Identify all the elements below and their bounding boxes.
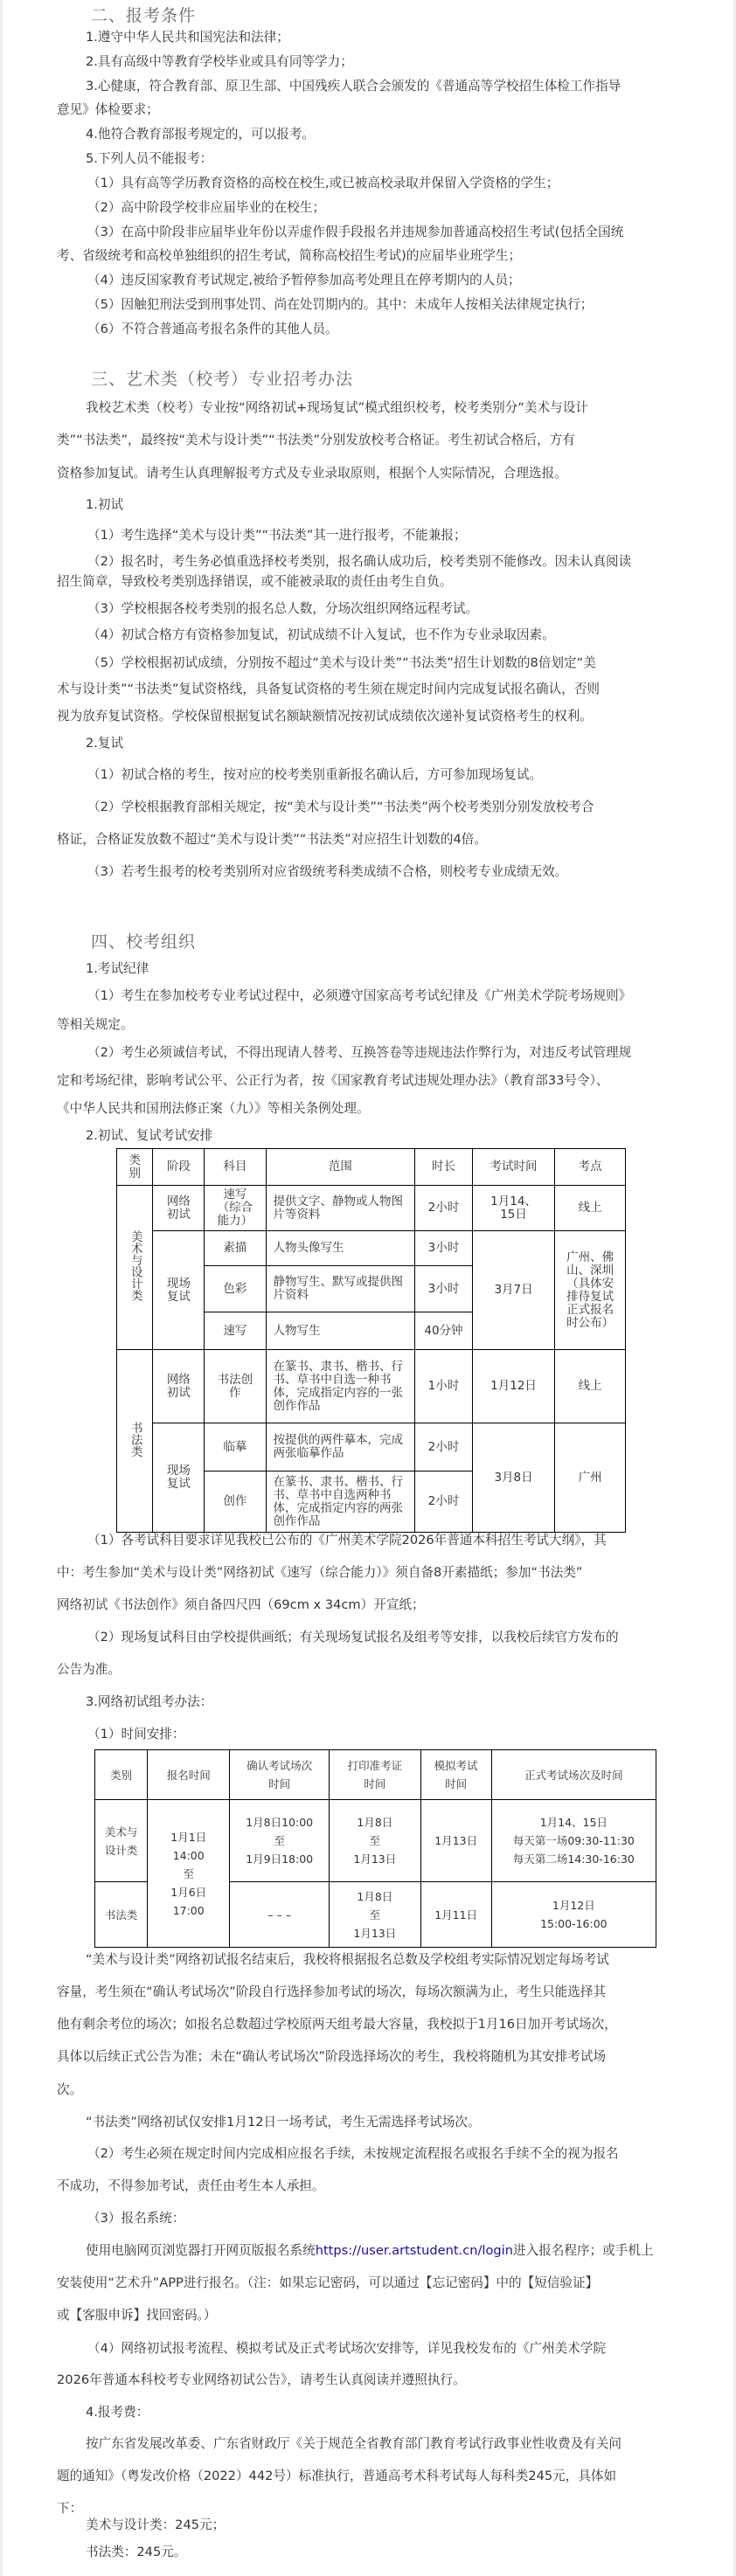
site-cell: 线上 [555,1186,626,1231]
column-header: 报名时间 [148,1750,230,1800]
duration-cell: 40分钟 [415,1312,473,1350]
site-cell: 线上 [555,1350,626,1423]
section-heading-organization: 四、校考组织 [91,932,197,952]
schedule-note: （1）各考试科目要求详见我校已公布的《广州美术学院2026年普通本科招生考试大纲》，其 [87,1533,607,1548]
subheading-retest: 2.复试 [86,736,124,751]
formal-exam-cell: 1月14、15日 每天第一场09:30-11:30 每天第二场14:30-16:30 [491,1800,656,1882]
requirement-item: 5.下列人员不能报考： [86,151,213,166]
retest-item: （2）学校根据教育部相关规定，按“美术与设计类”“书法类”两个校考类别分别发放校考合 [87,800,594,814]
exclusion-item: （5）因触犯刑法受到刑事处罚、尚在处罚期内的。其中：未成年人按相关法律规定执行； [87,297,594,312]
mock-exam-cell: 1月11日 [420,1882,491,1948]
fee-description-cont: 题的通知》（粤发改价格（2022）442号）标准执行，普通高考术科考试每人每科类245元，具体如 [57,2469,617,2483]
exam-time-cell: 1月12日 [472,1350,555,1423]
online-exam-notice-line: （4）网络初试报考流程、模拟考试及正式考试场次安排等，详见我校发布的《广州美术学院 [87,2341,607,2356]
stage-cell: 网络初试 [153,1350,205,1423]
retest-item-cont: 格证，合格证发放数不超过“美术与设计类”“书法类”对应招生计划数的4倍。 [57,832,487,847]
formal-exam-cell: 1月12日 15:00-16:00 [491,1882,656,1948]
table-row [117,1423,626,1472]
duration-cell: 3小时 [415,1266,473,1312]
exam-time-cell: 3月7日 [472,1231,555,1350]
column-header: 科目 [205,1149,266,1186]
exclusion-item-cont: 考、省级统考和高校单独组织的招生考试，简称高校招生考试)的应届毕业班学生； [57,248,522,263]
section-heading-requirements: 二、报考条件 [91,6,197,25]
mock-exam-cell: 1月13日 [420,1800,491,1882]
method-intro-line: 资格参加复试。请考生认真理解报考方式及专业录取原则，根据个人实际情况，合理选报。 [57,466,567,481]
column-header: 范围 [266,1149,415,1186]
exclusion-item: （4）违反国家教育考试规定,被给予暂停参加高考处理且在停考期内的人员； [87,273,521,287]
exclusion-item: （1）具有高等学历教育资格的高校在校生,或已被高校录取并保留入学资格的学生； [87,176,559,190]
preliminary-item-cont: 视为放弃复试资格。学校保留根据复试名额缺额情况按初试成绩依次递补复试资格考生的权利。 [57,709,593,724]
scope-cell: 人物头像写生 [266,1231,415,1266]
scope-cell: 人物写生 [266,1312,415,1350]
table-row [117,1186,626,1231]
site-cell: 广州 [555,1423,626,1533]
exclusion-item: （6）不符合普通高考报名条件的其他人员。 [87,322,338,336]
category-cell-calligraphy: 书法类 [117,1350,153,1533]
registration-system-line-cont: 或【客服申诉】找回密码。） [57,2308,217,2323]
schedule-note-cont: 中：考生参加“美术与设计类”网络初试《速写（综合能力）》须自备8开素描纸；参加“书法类” [57,1565,583,1580]
subject-cell: 速写 [205,1312,266,1350]
after-table-line: “美术与设计类”网络初试报名结束后，我校将根据报名总数及学校组考实际情况划定每场考试 [86,1952,609,1967]
page-left-border [0,0,3,2576]
preliminary-item: （4）初试合格方有资格参加复试，初试成绩不计入复试，也不作为专业录取因素。 [87,627,555,642]
discipline-item: （1）考生在参加校考专业考试过程中，必须遵守国家高考考试纪律及《广州美术学院考场规则》 [87,988,632,1003]
fee-item-calligraphy: 书法类：245元。 [86,2545,187,2559]
duration-cell: 2小时 [415,1423,473,1472]
table-header-row [117,1149,626,1186]
table-header-row [95,1750,656,1800]
method-intro-line: 我校艺术类（校考）专业按“网络初试+现场复试”模式组织校考，校考类别分“美术与设计 [86,400,588,415]
scope-cell: 按提供的两件摹本，完成两张临摹作品 [266,1423,415,1472]
fee-item-art: 美术与设计类：245元； [86,2517,226,2532]
subject-cell: 临摹 [205,1423,266,1472]
stage-cell: 网络初试 [153,1186,205,1231]
after-table-line: 他有剩余考位的场次；如报名总数超过学校原两天组考最大容量，我校拟于1月16日加开考试场次， [57,2017,617,2032]
category-cell-art: 美术与设计类 [117,1186,153,1350]
retest-item: （1）初试合格的考生，按对应的校考类别重新报名确认后，方可参加现场复试。 [87,767,543,782]
method-intro-line: 类”“书法类”，最终按“美术与设计类”“书法类”分别发放校考合格证。考生初试合格后，方有 [57,433,575,447]
requirement-item: 4.他符合教育部报考规定的，可以报考。 [86,127,316,142]
column-header: 考点 [555,1149,626,1186]
table-row [95,1800,656,1882]
exam-schedule-table [116,1148,626,1533]
preliminary-item: （1）考生选择“美术与设计类”“书法类”其一进行报考，不能兼报； [87,528,467,543]
subheading-preliminary: 1.初试 [86,497,124,512]
table-row [117,1350,626,1423]
exclusion-item: （3）在高中阶段非应届毕业年份以弄虚作假手段报名并违规参加普通高校招生考试(包括全国统 [87,225,624,239]
print-ticket-cell: 1月8日 至 1月13日 [330,1882,421,1948]
subject-cell: 素描 [205,1231,266,1266]
subject-cell: 创作 [205,1472,266,1533]
column-header: 阶段 [153,1149,205,1186]
duration-cell: 3小时 [415,1231,473,1266]
calligraphy-session-note: “书法类”网络初试仅安排1月12日一场考试，考生无需选择考试场次。 [86,2115,481,2129]
confirm-session-cell: – – – [230,1882,330,1948]
subheading-fee: 4.报考费： [86,2405,149,2420]
section-heading-method: 三、艺术类（校考）专业招考办法 [91,370,354,389]
site-cell: 广州、佛山、深圳（具体安排待复试正式报名时公布） [555,1231,626,1350]
subject-cell: 书法创作 [205,1350,266,1423]
discipline-item-cont: 等相关规定。 [57,1017,134,1032]
subheading-discipline: 1.考试纪律 [86,961,149,976]
registration-rule: （2）考生必须在规定时间内完成相应报名手续，未按规定流程报名或报名手续不全的视为报名 [87,2146,619,2161]
exam-time-cell: 1月14、15日 [472,1186,555,1231]
stage-cell: 现场复试 [153,1423,205,1533]
column-header: 考试时间 [472,1149,555,1186]
fee-description-cont: 下： [57,2501,83,2516]
subheading-online-exam: 3.网络初试组考办法： [86,1694,213,1709]
category-cell: 书法类 [95,1882,148,1948]
category-cell: 美术与 设计类 [95,1800,148,1882]
registration-time-cell: 1月1日 14:00 至 1月6日 17:00 [148,1800,230,1948]
table-row [117,1231,626,1266]
after-table-line: 具体以后续正式公告为准；未在“确认考试场次”阶段选择场次的考生，我校将随机为其安排考试场 [57,2049,607,2064]
duration-cell: 2小时 [415,1186,473,1231]
scope-cell: 提供文字、静物或人物图片等资料 [266,1186,415,1231]
column-header: 打印准考证时间 [330,1750,421,1800]
schedule-note-cont: 网络初试《书法创作》须自备四尺四（69cm x 34cm）开宣纸； [57,1597,425,1612]
confirm-session-cell: 1月8日10:00 至 1月9日18:00 [230,1800,330,1882]
discipline-item-cont: 定和考场纪律，影响考试公平、公正行为者，按《国家教育考试违规处理办法》（教育部33号令）、 [57,1073,609,1088]
preliminary-item-cont: 招生简章，导致校考类别选择错误，或不能被录取的责任由考生自负。 [57,574,453,589]
column-header: 模拟考试时间 [420,1750,491,1800]
column-header: 类别 [95,1750,148,1800]
registration-rule-cont: 不成功，不得参加考试，责任由考生本人承担。 [57,2178,325,2193]
exam-time-cell: 3月8日 [472,1423,555,1533]
preliminary-item: （3）学校根据各校考类别的报名总人数，分场次组织网络远程考试。 [87,601,479,616]
preliminary-item: （5）学校根据初试成绩，分别按不超过“美术与设计类”“书法类”招生计划数的8倍划定“美 [87,655,596,670]
retest-item: （3）若考生报考的校考类别所对应省级统考科类成绩不合格，则校考专业成绩无效。 [87,864,568,879]
requirement-item-cont: 意见》体检要求； [57,102,159,117]
online-exam-notice-line: 2026年普通本科校考专业网络初试公告》，请考生认真阅读并遵照执行。 [57,2372,466,2387]
stage-cell: 现场复试 [153,1231,205,1350]
column-header: 类别 [117,1149,153,1186]
column-header: 确认考试场次时间 [230,1750,330,1800]
requirement-item: 3.心健康，符合教育部、原卫生部、中国残疾人联合会颁发的《普通高等学校招生体检工作指导 [86,79,621,93]
schedule-note: （2）现场复试科目由学校提供画纸；有关现场复试报名及组考等安排，以我校后续官方发布的 [87,1630,619,1645]
registration-system-line-cont: 安装使用“艺术升”APP进行报名。（注：如果忘记密码，可以通过【忘记密码】中的【短信验证】 [57,2275,599,2290]
subject-cell: 速写（综合能力） [205,1186,266,1231]
fee-description: 按广东省发展改革委、广东省财政厅《关于规范全省教育部门教育考试行政事业性收费及有关问 [86,2436,621,2451]
subheading-exam-schedule: 2.初试、复试考试安排 [86,1128,213,1143]
duration-cell: 2小时 [415,1472,473,1533]
scope-cell: 在篆书、隶书、楷书、行书、草书中自选两种书体，完成指定内容的两张创作作品 [266,1472,415,1533]
preliminary-item: （2）报名时，考生务必慎重选择校考类别，报名确认成功后，校考类别不能修改。因未认真阅读 [87,554,632,569]
column-header: 正式考试场次及时间 [491,1750,656,1800]
time-arrangement-label: （1）时间安排： [87,1727,185,1742]
requirement-item: 1.遵守中华人民共和国宪法和法律； [86,30,289,45]
schedule-note-cont: 公告为准。 [57,1662,121,1677]
online-exam-timetable [94,1749,656,1948]
duration-cell: 1小时 [415,1350,473,1423]
scope-cell: 在篆书、隶书、楷书、行书、草书中自选一种书体，完成指定内容的一张创作作品 [266,1350,415,1423]
discipline-item: （2）考生必须诚信考试，不得出现请人替考、互换答卷等违规违法作弊行为，对违反考试管理规 [87,1045,632,1060]
registration-system-line: 使用电脑网页浏览器打开网页版报名系统https://user.artstudent.cn/login进入报名程序；或手机上 [86,2243,654,2258]
registration-system-label: （3）报名系统： [87,2211,185,2226]
preliminary-item-cont: 术与设计类”“书法类”复试资格线，具备复试资格的考生须在规定时间内完成复试报名确认，否则 [57,682,601,696]
scope-cell: 静物写生、默写或提供图片资料 [266,1266,415,1312]
subject-cell: 色彩 [205,1266,266,1312]
column-header: 时长 [415,1149,473,1186]
after-table-line: 容量，考生须在“确认考试场次”阶段自行选择参加考试的场次，每场次额满为止，考生只能选择其 [57,1984,607,1999]
print-ticket-cell: 1月8日 至 1月13日 [330,1800,421,1882]
requirement-item: 2.具有高级中等教育学校毕业或具有同等学力； [86,54,353,69]
after-table-line: 次。 [57,2082,83,2097]
discipline-item-cont: 《中华人民共和国刑法修正案（九）》等相关条例处理。 [57,1101,370,1116]
exclusion-item: （2）高中阶段学校非应届毕业的在校生； [87,200,325,215]
registration-system-link[interactable]: https://user.artstudent.cn/login [315,2243,513,2258]
